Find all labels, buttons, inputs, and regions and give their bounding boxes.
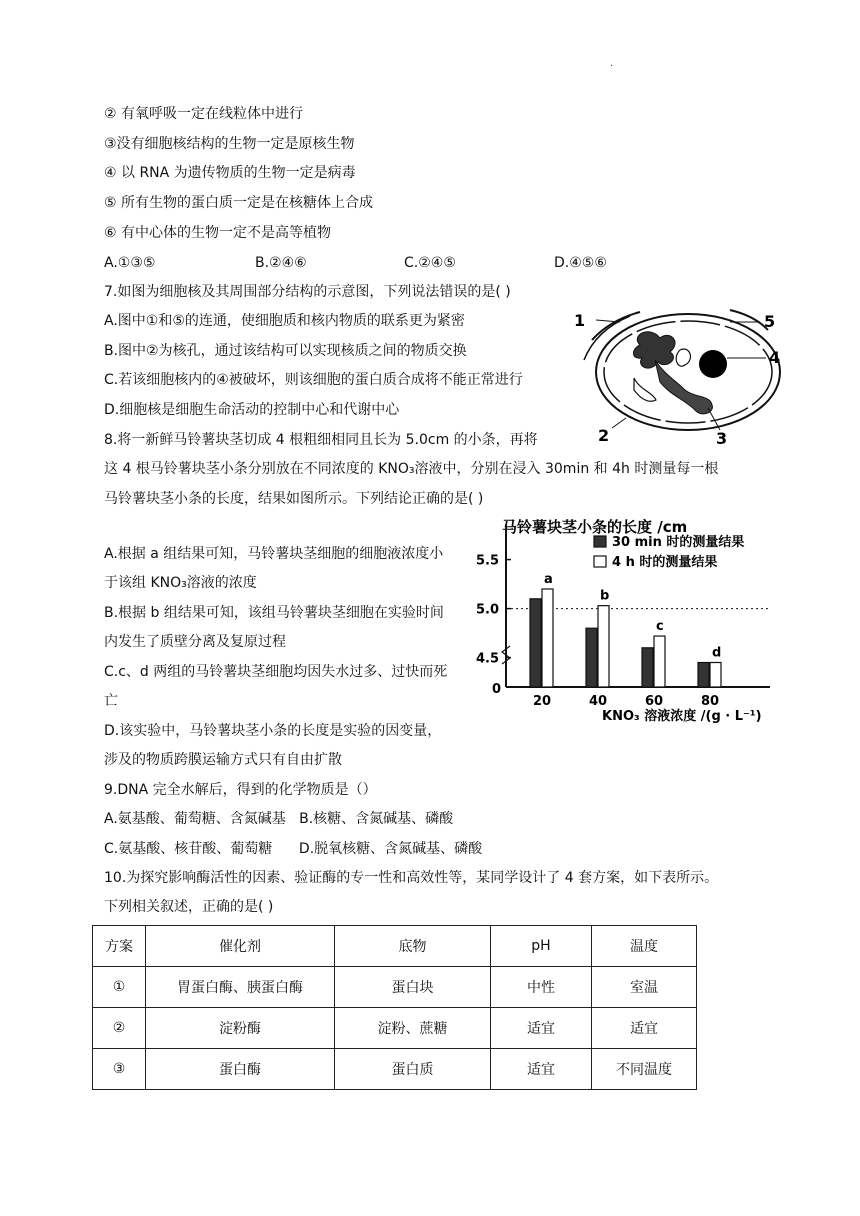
table-cell: ② (93, 1008, 146, 1049)
label-2: 2 (598, 426, 610, 445)
legend-label: 4 h 时的测量结果 (612, 555, 718, 570)
table-cell: 胃蛋白酶、胰蛋白酶 (146, 967, 335, 1008)
table-cell: 适宜 (491, 1049, 592, 1090)
y-tick-label: 5.0 (476, 602, 500, 618)
q9-options-ab: A.氨基酸、葡萄糖、含氮碱基 B.核糖、含氮碱基、磷酸 (104, 811, 454, 827)
table-cell: ③ (93, 1049, 146, 1090)
q8-option-c-line1: C.c、d 两组的马铃薯块茎细胞均因失水过多、过快而死 (104, 664, 448, 680)
q7-option-a: A.图中①和⑤的连通，使细胞质和核内物质的联系更为紧密 (104, 313, 465, 329)
length-bar-chart (470, 512, 780, 730)
table-cell: 淀粉酶 (146, 1008, 335, 1049)
nuclear-envelope-inner (604, 321, 772, 423)
q6-option-b: B.②④⑥ (255, 255, 307, 271)
label-3: 3 (716, 429, 728, 448)
legend-swatch (594, 536, 606, 547)
bar (586, 628, 597, 687)
chart-ylabel: 马铃薯块茎小条的长度 /cm (502, 518, 688, 536)
x-tick-label: 80 (701, 694, 720, 709)
nucleolus (699, 350, 727, 378)
axis-break (502, 646, 510, 664)
q8-option-b-line1: B.根据 b 组结果可知，该组马铃薯块茎细胞在实验时间 (104, 605, 444, 621)
table-cell: 适宜 (491, 1008, 592, 1049)
q8-option-a-line1: A.根据 a 组结果可知，马铃薯块茎细胞的细胞液浓度小 (104, 546, 444, 562)
header-mark: . (610, 58, 614, 69)
statement-4: ④ 以 RNA 为遗传物质的生物一定是病毒 (104, 165, 356, 181)
label-4: 4 (769, 348, 781, 367)
legend-label: 30 min 时的测量结果 (612, 535, 745, 550)
table-cell: 蛋白酶 (146, 1049, 335, 1090)
legend-swatch (594, 556, 606, 567)
table-header: 催化剂 (146, 926, 335, 967)
bar (698, 663, 709, 688)
table-header: 温度 (592, 926, 697, 967)
q9-stem: 9.DNA 完全水解后，得到的化学物质是（） (104, 782, 377, 798)
q6-option-c: C.②④⑤ (404, 255, 456, 271)
q7-option-b: B.图中②为核孔，通过该结构可以实现核质之间的物质交换 (104, 343, 467, 359)
statement-6: ⑥ 有中心体的生物一定不是高等植物 (104, 225, 332, 241)
q8-option-d-line1: D.该实验中，马铃薯块茎小条的长度是实验的因变量， (104, 723, 442, 739)
table-cell: 蛋白块 (335, 967, 491, 1008)
q8-stem-2: 这 4 根马铃薯块茎小条分别放在不同浓度的 KNO₃溶液中，分别在浸入 30min 和 4h 时测量每一根 (104, 461, 719, 477)
statement-3: ③没有细胞核结构的生物一定是原核生物 (104, 136, 355, 152)
group-label: c (656, 619, 664, 635)
table-header: 方案 (93, 926, 146, 967)
q7-stem: 7.如图为细胞核及其周围部分结构的示意图，下列说法错误的是( ) (104, 284, 511, 300)
nucleus-figure (570, 300, 790, 450)
q7-option-d: D.细胞核是细胞生命活动的控制中心和代谢中心 (104, 402, 400, 418)
table-cell: ① (93, 967, 146, 1008)
table-cell: 淀粉、蔗糖 (335, 1008, 491, 1049)
chromatin (634, 332, 676, 368)
label-5: 5 (764, 312, 776, 331)
group-label: d (712, 645, 722, 661)
y-tick-label: 4.5 (476, 651, 500, 667)
bar (542, 589, 553, 687)
bar (598, 606, 609, 687)
q6-option-d: D.④⑤⑥ (554, 255, 607, 271)
q10-stem-1: 10.为探究影响酶活性的因素、验证酶的专一性和高效性等，某同学设计了 4 套方案，如下表所示。 (104, 870, 719, 886)
q8-option-b-line2: 内发生了质壁分离及复原过程 (104, 634, 286, 650)
group-label: b (600, 588, 610, 604)
nuclear-envelope-outer (596, 314, 780, 430)
x-tick-label: 40 (589, 694, 608, 709)
table-cell: 不同温度 (592, 1049, 697, 1090)
table-header: pH (491, 926, 592, 967)
table-cell: 室温 (592, 967, 697, 1008)
statement-2: ② 有氧呼吸一定在线粒体中进行 (104, 106, 304, 122)
chart-xlabel: KNO₃ 溶液浓度 /(g · L⁻¹) (602, 709, 762, 724)
x-tick-label: 20 (533, 694, 552, 709)
bar (530, 599, 541, 687)
table-cell: 中性 (491, 967, 592, 1008)
x-origin-label: 0 (492, 682, 502, 697)
x-tick-label: 60 (645, 694, 664, 709)
q10-stem-2: 下列相关叙述，正确的是( ) (104, 899, 274, 915)
q8-option-d-line2: 涉及的物质跨膜运输方式只有自由扩散 (104, 752, 342, 768)
q7-option-c: C.若该细胞核内的④被破坏，则该细胞的蛋白质合成将不能正常进行 (104, 372, 523, 388)
table-row (93, 967, 697, 1008)
table-cell: 蛋白质 (335, 1049, 491, 1090)
q8-stem-3: 马铃薯块茎小条的长度，结果如图所示。下列结论正确的是( ) (104, 491, 484, 507)
q8-stem-1: 8.将一新鲜马铃薯块茎切成 4 根粗细相同且长为 5.0cm 的小条，再将 (104, 432, 538, 448)
group-label: a (544, 572, 553, 587)
bar (654, 636, 665, 687)
table-header: 底物 (335, 926, 491, 967)
bar (710, 663, 721, 688)
table-header-row (93, 926, 697, 967)
label-1: 1 (574, 311, 586, 330)
q8-option-a-line2: 于该组 KNO₃溶液的浓度 (104, 575, 257, 591)
table-row (93, 1049, 697, 1090)
q9-options-cd: C.氨基酸、核苷酸、葡萄糖 D.脱氧核糖、含氮碱基、磷酸 (104, 841, 483, 857)
experiment-table (92, 925, 697, 1090)
q8-option-c-line2: 亡 (104, 693, 118, 709)
table-cell: 适宜 (592, 1008, 697, 1049)
table-row (93, 1008, 697, 1049)
bar (642, 648, 653, 687)
y-tick-label: 5.5 (476, 553, 500, 569)
q6-option-a: A.①③⑤ (104, 255, 156, 271)
statement-5: ⑤ 所有生物的蛋白质一定是在核糖体上合成 (104, 195, 373, 211)
